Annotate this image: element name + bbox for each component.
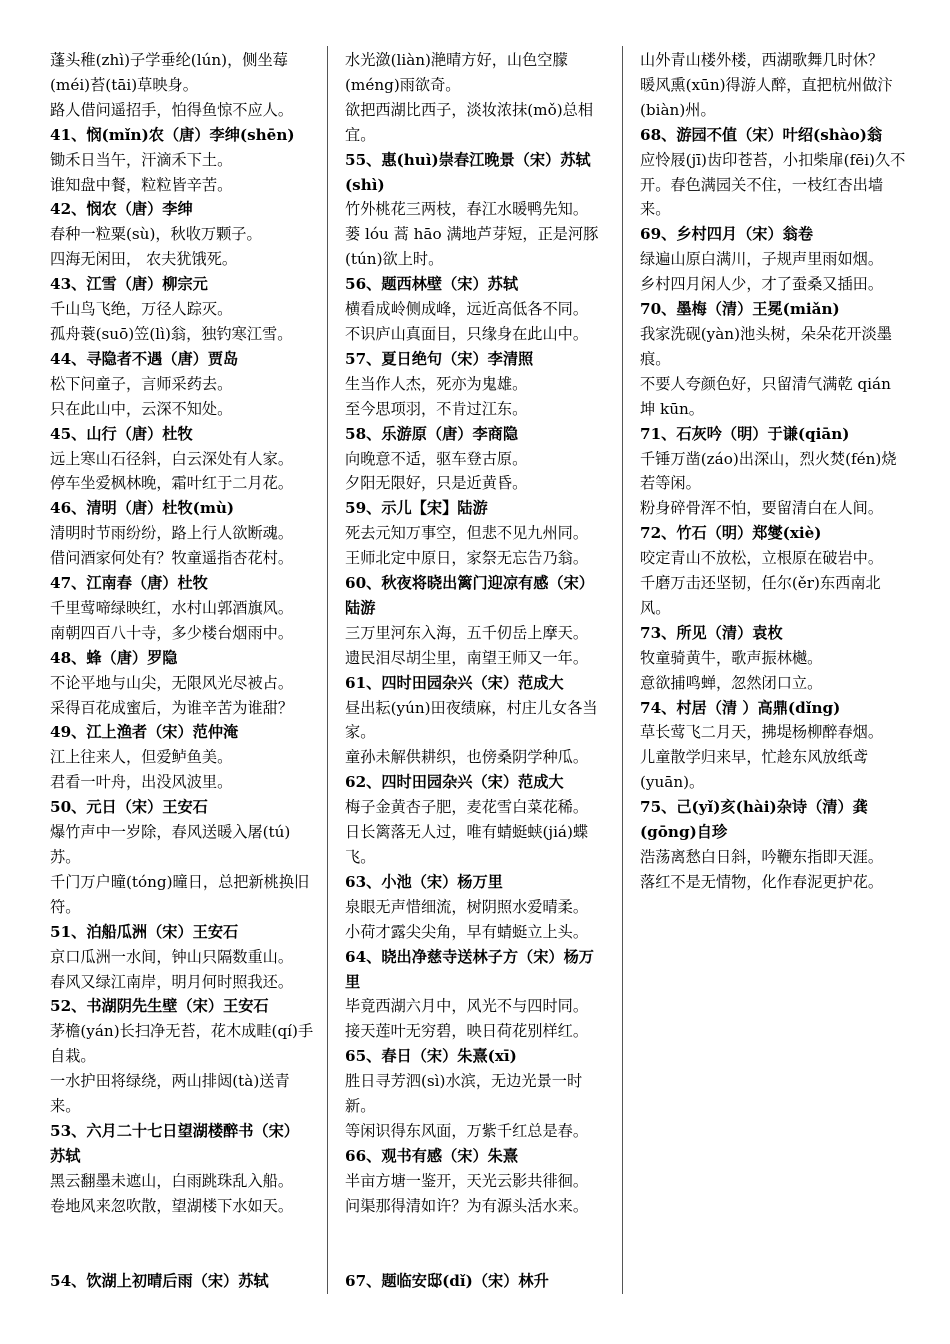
poem-title: 53、六月二十七日望湖楼醉书（宋）苏轼 — [50, 1121, 299, 1165]
poem-line: 乡村四月闲人少，才了蚕桑又插田。 — [640, 275, 883, 294]
poem-line: 落红不是无情物，化作春泥更护花。 — [640, 872, 883, 891]
poem-line: 至今思项羽，不肯过江东。 — [345, 399, 528, 418]
poem-line: 应怜屐(jī)齿印苍苔，小扣柴扉(fēi)久不开。春色满园关不住，一枝红杏出墙来。 — [640, 150, 906, 219]
poem-line: 路人借问遥招手，怕得鱼惊不应人。 — [50, 100, 293, 119]
poem-title: 71、石灰吟（明）于谦(qiān) — [640, 424, 850, 443]
poem-title: 51、泊船瓜洲（宋）王安石 — [50, 922, 239, 941]
poem-line: 千锤万凿(záo)出深山，烈火焚(fén)烧若等闲。 — [640, 449, 897, 493]
poem-title: 58、乐游原（唐）李商隐 — [345, 424, 519, 443]
poem-line: 山外青山楼外楼，西湖歌舞几时休？ — [640, 51, 883, 69]
poem-title: 66、观书有感（宋）朱熹 — [345, 1146, 519, 1165]
column-divider-2 — [622, 46, 623, 1294]
poem-title: 57、夏日绝句（宋）李清照 — [345, 349, 534, 368]
poem-title: 63、小池（宋）杨万里 — [345, 872, 503, 891]
poem-title: 46、清明（唐）杜牧(mù) — [50, 499, 235, 518]
poem-line: 采得百花成蜜后，为谁辛苦为谁甜？ — [50, 698, 293, 717]
poem-line: 卷地风来忽吹散，望湖楼下水如天。 — [50, 1196, 293, 1215]
poem-line: 四海无闲田， 农夫犹饿死。 — [50, 250, 238, 269]
poem-line: 南朝四百八十寺，多少楼台烟雨中。 — [50, 623, 293, 642]
poem-line: 童孙未解供耕织，也傍桑阴学种瓜。 — [345, 748, 588, 767]
poem-line: 牧童骑黄牛，歌声振林樾。 — [640, 648, 823, 667]
poem-line: 千磨万击还坚韧，任尔(ěr)东西南北风。 — [640, 574, 881, 617]
bottom-poem-title-2: 67、题临安邸(dǐ)（宋）林升 — [345, 1272, 549, 1290]
poem-title: 65、春日（宋）朱熹(xī) — [345, 1047, 517, 1066]
poem-line: 停车坐爱枫林晚，霜叶红于二月花。 — [50, 474, 293, 493]
poem-title: 59、示儿【宋】陆游 — [345, 499, 488, 518]
poem-title: 44、寻隐者不遇（唐）贾岛 — [50, 349, 239, 368]
poem-line: 千山鸟飞绝，万径人踪灭。 — [50, 300, 233, 319]
poem-line: 胜日寻芳泗(sì)水滨，无边光景一时新。 — [345, 1072, 583, 1116]
poem-line: 松下问童子，言师采药去。 — [50, 374, 233, 393]
poem-title: 62、四时田园杂兴（宋）范成大 — [345, 773, 564, 792]
poem-title: 56、题西林壁（宋）苏轼 — [345, 275, 519, 294]
poem-title: 42、悯农（唐）李绅 — [50, 200, 193, 219]
poem-line: 等闲识得东风面，万紫千红总是春。 — [345, 1121, 588, 1140]
poem-line: 千门万户曈(tóng)曈日，总把新桃换旧符。 — [50, 872, 310, 916]
poem-line: 毕竟西湖六月中，风光不与四时同。 — [345, 997, 588, 1016]
poem-line: 暖风熏(xūn)得游人醉，直把杭州做汴(biàn)州。 — [640, 75, 893, 119]
poem-line: 问渠那得清如许？为有源头活水来。 — [345, 1196, 588, 1215]
poem-title: 47、江南春（唐）杜牧 — [50, 574, 208, 593]
poem-title: 68、游园不值（宋）叶绍(shào)翁 — [640, 125, 883, 144]
poem-line: 远上寒山石径斜，白云深处有人家。 — [50, 449, 293, 468]
poem-line: 清明时节雨纷纷，路上行人欲断魂。 — [50, 524, 293, 543]
poem-line: 夕阳无限好，只是近黄昏。 — [345, 474, 528, 493]
poem-line: 爆竹声中一岁除，春风送暖入屠(tú)苏。 — [50, 823, 291, 866]
poem-title: 50、元日（宋）王安石 — [50, 798, 208, 817]
poem-column-1 — [50, 48, 314, 1219]
poem-title: 43、江雪（唐）柳宗元 — [50, 275, 208, 294]
poem-line: 一水护田将绿绕，两山排闼(tà)送青来。 — [50, 1072, 290, 1116]
poem-line: 借问酒家何处有？牧童遥指杏花村。 — [50, 549, 293, 568]
poem-line: 不识庐山真面目，只缘身在此山中。 — [345, 324, 588, 343]
poem-line: 绿遍山原白满川，子规声里雨如烟。 — [640, 250, 883, 269]
poem-line: 接天莲叶无穷碧，映日荷花别样红。 — [345, 1022, 588, 1041]
column-divider-1 — [327, 46, 328, 1294]
poem-line: 蒌 lóu 蒿 hāo 满地芦芽短，正是河豚(tún)欲上时。 — [345, 225, 599, 269]
poem-title: 41、悯(mǐn)农（唐）李绅(shēn) — [50, 125, 295, 144]
poem-title: 74、村居（清 ）高鼎(dǐng) — [640, 698, 841, 717]
poem-line: 茅檐(yán)长扫净无苔，花木成畦(qí)手自栽。 — [50, 1022, 314, 1066]
poem-line: 昼出耘(yún)田夜绩麻，村庄儿女各当家。 — [345, 698, 598, 742]
bottom-poem-title-1: 54、饮湖上初晴后雨（宋）苏轼 — [50, 1272, 269, 1290]
poem-title: 75、己(yǐ)亥(hài)杂诗（清）龚(gōng)自珍 — [640, 798, 868, 842]
poem-line: 生当作人杰，死亦为鬼雄。 — [345, 374, 528, 393]
poem-line: 不论平地与山尖，无限风光尽被占。 — [50, 673, 293, 692]
poem-line: 我家洗砚(yàn)池头树，朵朵花开淡墨痕。 — [640, 324, 892, 368]
poem-line: 春风又绿江南岸，明月何时照我还。 — [50, 972, 293, 991]
poem-line: 儿童散学归来早，忙趁东风放纸鸢(yuān)。 — [640, 748, 868, 792]
poem-line: 向晚意不适，驱车登古原。 — [345, 449, 528, 468]
poem-title: 61、四时田园杂兴（宋）范成大 — [345, 673, 564, 692]
poem-line: 只在此山中，云深不知处。 — [50, 399, 233, 418]
poem-line: 王师北定中原日，家祭无忘告乃翁。 — [345, 549, 588, 568]
poem-line: 三万里河东入海，五千仞岳上摩天。 — [345, 623, 588, 642]
poem-line: 泉眼无声惜细流，树阴照水爱晴柔。 — [345, 897, 588, 916]
poem-line: 江上往来人，但爱鲈鱼美。 — [50, 748, 233, 767]
poem-title: 45、山行（唐）杜牧 — [50, 424, 193, 443]
poem-line: 横看成岭侧成峰，远近高低各不同。 — [345, 300, 588, 319]
poem-line: 小荷才露尖尖角，早有蜻蜓立上头。 — [345, 922, 588, 941]
poem-line: 半亩方塘一鉴开，天光云影共徘徊。 — [345, 1171, 588, 1190]
poem-title: 48、蜂（唐）罗隐 — [50, 648, 178, 667]
poem-line: 浩荡离愁白日斜，吟鞭东指即天涯。 — [640, 848, 883, 866]
poem-title: 64、晓出净慈寺送林子方（宋）杨万里 — [345, 947, 594, 991]
poem-line: 水光潋(liàn)滟晴方好，山色空朦(méng)雨欲奇。 — [345, 51, 568, 94]
poem-title: 72、竹石（明）郑燮(xiè) — [640, 524, 822, 543]
poem-title: 73、所见（清）袁枚 — [640, 623, 783, 642]
poem-line: 意欲捕鸣蝉，忽然闭口立。 — [640, 673, 823, 692]
poem-column-3 — [640, 48, 908, 895]
poem-line: 千里莺啼绿映红，水村山郭酒旗风。 — [50, 598, 293, 617]
poem-column-2 — [345, 48, 609, 1219]
poem-line: 孤舟蓑(suō)笠(lì)翁，独钓寒江雪。 — [50, 324, 293, 343]
poem-line: 欲把西湖比西子，淡妆浓抹(mǒ)总相宜。 — [345, 100, 594, 144]
poem-line: 君看一叶舟，出没风波里。 — [50, 773, 233, 792]
poem-title: 49、江上渔者（宋）范仲淹 — [50, 723, 239, 742]
poem-line: 粉身碎骨浑不怕，要留清白在人间。 — [640, 499, 883, 518]
poem-line: 咬定青山不放松，立根原在破岩中。 — [640, 549, 883, 568]
poem-title: 70、墨梅（清）王冕(miǎn) — [640, 300, 840, 319]
poem-line: 锄禾日当午，汗滴禾下土。 — [50, 150, 233, 169]
poem-line: 死去元知万事空，但悲不见九州同。 — [345, 524, 588, 543]
poem-line: 日长篱落无人过，唯有蜻蜓蛱(jiá)蝶飞。 — [345, 823, 589, 866]
poem-title: 55、惠(huì)崇春江晚景（宋）苏轼(shì) — [345, 150, 591, 194]
poem-title: 52、书湖阴先生壁（宋）王安石 — [50, 997, 269, 1016]
poem-line: 春种一粒粟(sù)，秋收万颗子。 — [50, 225, 262, 244]
poem-line: 梅子金黄杏子肥，麦花雪白菜花稀。 — [345, 798, 588, 817]
poem-line: 竹外桃花三两枝，春江水暖鸭先知。 — [345, 200, 588, 219]
poem-line: 不要人夸颜色好，只留清气满乾 qián 坤 kūn。 — [640, 374, 891, 418]
poem-line: 京口瓜洲一水间，钟山只隔数重山。 — [50, 947, 293, 966]
poem-line: 谁知盘中餐，粒粒皆辛苦。 — [50, 175, 233, 194]
poem-title: 69、乡村四月（宋）翁卷 — [640, 225, 814, 244]
poem-line: 黑云翻墨未遮山，白雨跳珠乱入船。 — [50, 1171, 293, 1190]
poem-line: 草长莺飞二月天，拂堤杨柳醉春烟。 — [640, 723, 883, 742]
poem-title: 60、秋夜将晓出篱门迎凉有感（宋）陆游 — [345, 574, 594, 617]
poem-line: 蓬头稚(zhì)子学垂纶(lún)，侧坐莓(méi)苔(tāi)草映身。 — [50, 51, 288, 94]
poem-line: 遗民泪尽胡尘里，南望王师又一年。 — [345, 648, 588, 667]
